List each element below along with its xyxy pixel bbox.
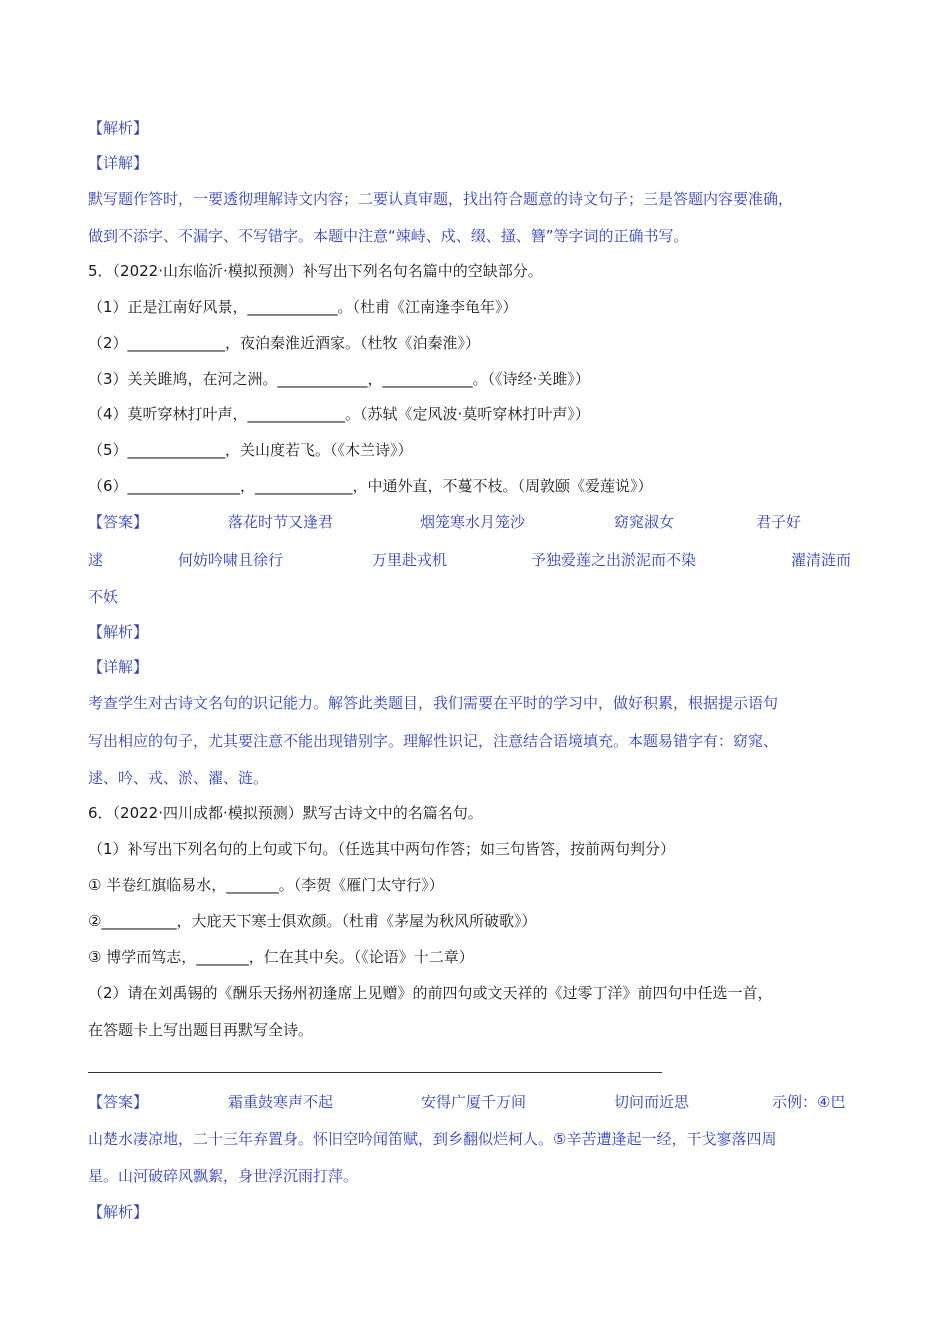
q6-analysis-label: 【解析】 (88, 1203, 149, 1221)
q5-item-3: （3）关关雎鸠，在河之洲。____________，____________。（《诗经·关雎》） (88, 370, 590, 388)
q5-answer-row-3: 不妖 (88, 588, 119, 606)
q4-detail-label: 【详解】 (88, 154, 149, 172)
q6-answer-4: 示例：④巴 (772, 1093, 846, 1111)
answer-line-divider (88, 1072, 662, 1073)
q5-answer-4: 君子好 (756, 513, 802, 531)
q5-item-4: （4）莫听穿林打叶声，_____________。（苏轼《定风波·莫听穿林打叶声》） (88, 405, 590, 423)
q5-answer-5: 逑 (88, 551, 104, 569)
q5-detail-label: 【详解】 (88, 658, 149, 676)
q6-item-1: （1）补写出下列名句的上句或下句。（任选其中两句作答；如三句皆答，按前两句判分） (88, 840, 676, 858)
q4-analysis-label: 【解析】 (88, 119, 149, 137)
q6-item-5: （2）请在刘禹锡的《酬乐天扬州初逢席上见赠》的前四句或文天祥的《过零丁洋》前四句中任选一首， (88, 984, 773, 1002)
q5-item-5: （5）_____________，关山度若飞。（《木兰诗》） (88, 441, 413, 459)
q5-answer-7: 万里赴戎机 (372, 551, 448, 569)
q6-answer-label: 【答案】 (88, 1093, 149, 1111)
q5-answer-9: 濯清涟而 (791, 551, 852, 569)
q5-answer-3: 窈窕淑女 (614, 513, 675, 531)
q5-item-1: （1）正是江南好风景，____________。（杜甫《江南逢李龟年》） (88, 298, 518, 316)
q6-item-4: ③ 博学而笃志，_______，仁在其中矣。（《论语》十二章） (88, 948, 474, 966)
q6-item-2: ① 半卷红旗临易水，_______。（李贺《雁门太守行》） (88, 876, 444, 894)
q6-answer-row-1 (88, 1092, 868, 1114)
q6-answer-2: 安得广厦千万间 (421, 1093, 527, 1111)
q5-answer-2: 烟笼寒水月笼沙 (420, 513, 526, 531)
q6-answer-1: 霜重鼓寒声不起 (228, 1093, 334, 1111)
q6-answer-line-2: 星。山河破碎风飘絮，身世浮沉雨打萍。 (88, 1167, 359, 1185)
q6-answer-3: 切问而近思 (614, 1093, 690, 1111)
q6-answer-line-1: 山楚水凄凉地，二十三年弃置身。怀旧空吟闻笛赋，到乡翻似烂柯人。⑤辛苦遭逢起一经，干戈寥落四周 (88, 1130, 777, 1148)
q4-detail-line-1: 默写题作答时，一要透彻理解诗文内容；二要认真审题，找出符合题意的诗文句子；三是答题内容要准确， (88, 190, 794, 208)
q5-answer-6: 何妨吟啸且徐行 (178, 551, 284, 569)
q6-title: 6．（2022·四川成都·模拟预测）默写古诗文中的名篇名句。 (88, 804, 483, 822)
q5-detail-line-3: 逑、吟、戎、淤、濯、涟。 (88, 769, 269, 787)
q5-title: 5．（2022·山东临沂·模拟预测）补写出下列名句名篇中的空缺部分。 (88, 262, 543, 280)
q5-analysis-label: 【解析】 (88, 623, 149, 641)
q5-answer-row-2 (88, 550, 868, 572)
q5-item-2: （2）_____________，夜泊秦淮近酒家。（杜牧《泊秦淮》） (88, 334, 481, 352)
q4-detail-line-2: 做到不添字、不漏字、不写错字。本题中注意“竦峙、戍、缀、搔、簪”等字词的正确书写。 (88, 227, 689, 245)
q5-answer-row-1 (88, 512, 868, 534)
q5-item-6: （6）_______________，_____________，中通外直，不蔓不枝。（周敦颐《爱莲说》） (88, 477, 653, 495)
q6-item-3: ②__________，大庇天下寒士俱欢颜。（杜甫《茅屋为秋风所破歌》） (88, 912, 537, 930)
q5-answer-label: 【答案】 (88, 513, 149, 531)
q6-item-6: 在答题卡上写出题目再默写全诗。 (88, 1021, 314, 1039)
q5-detail-line-2: 写出相应的句子，尤其要注意不能出现错别字。理解性识记，注意结合语境填充。本题易错字有：窈窕、 (88, 732, 779, 750)
q5-detail-line-1: 考查学生对古诗文名句的识记能力。解答此类题目，我们需要在平时的学习中，做好积累，根据提示语句 (88, 694, 779, 712)
q5-answer-8: 予独爱莲之出淤泥而不染 (531, 551, 697, 569)
q5-answer-1: 落花时节又逢君 (228, 513, 334, 531)
